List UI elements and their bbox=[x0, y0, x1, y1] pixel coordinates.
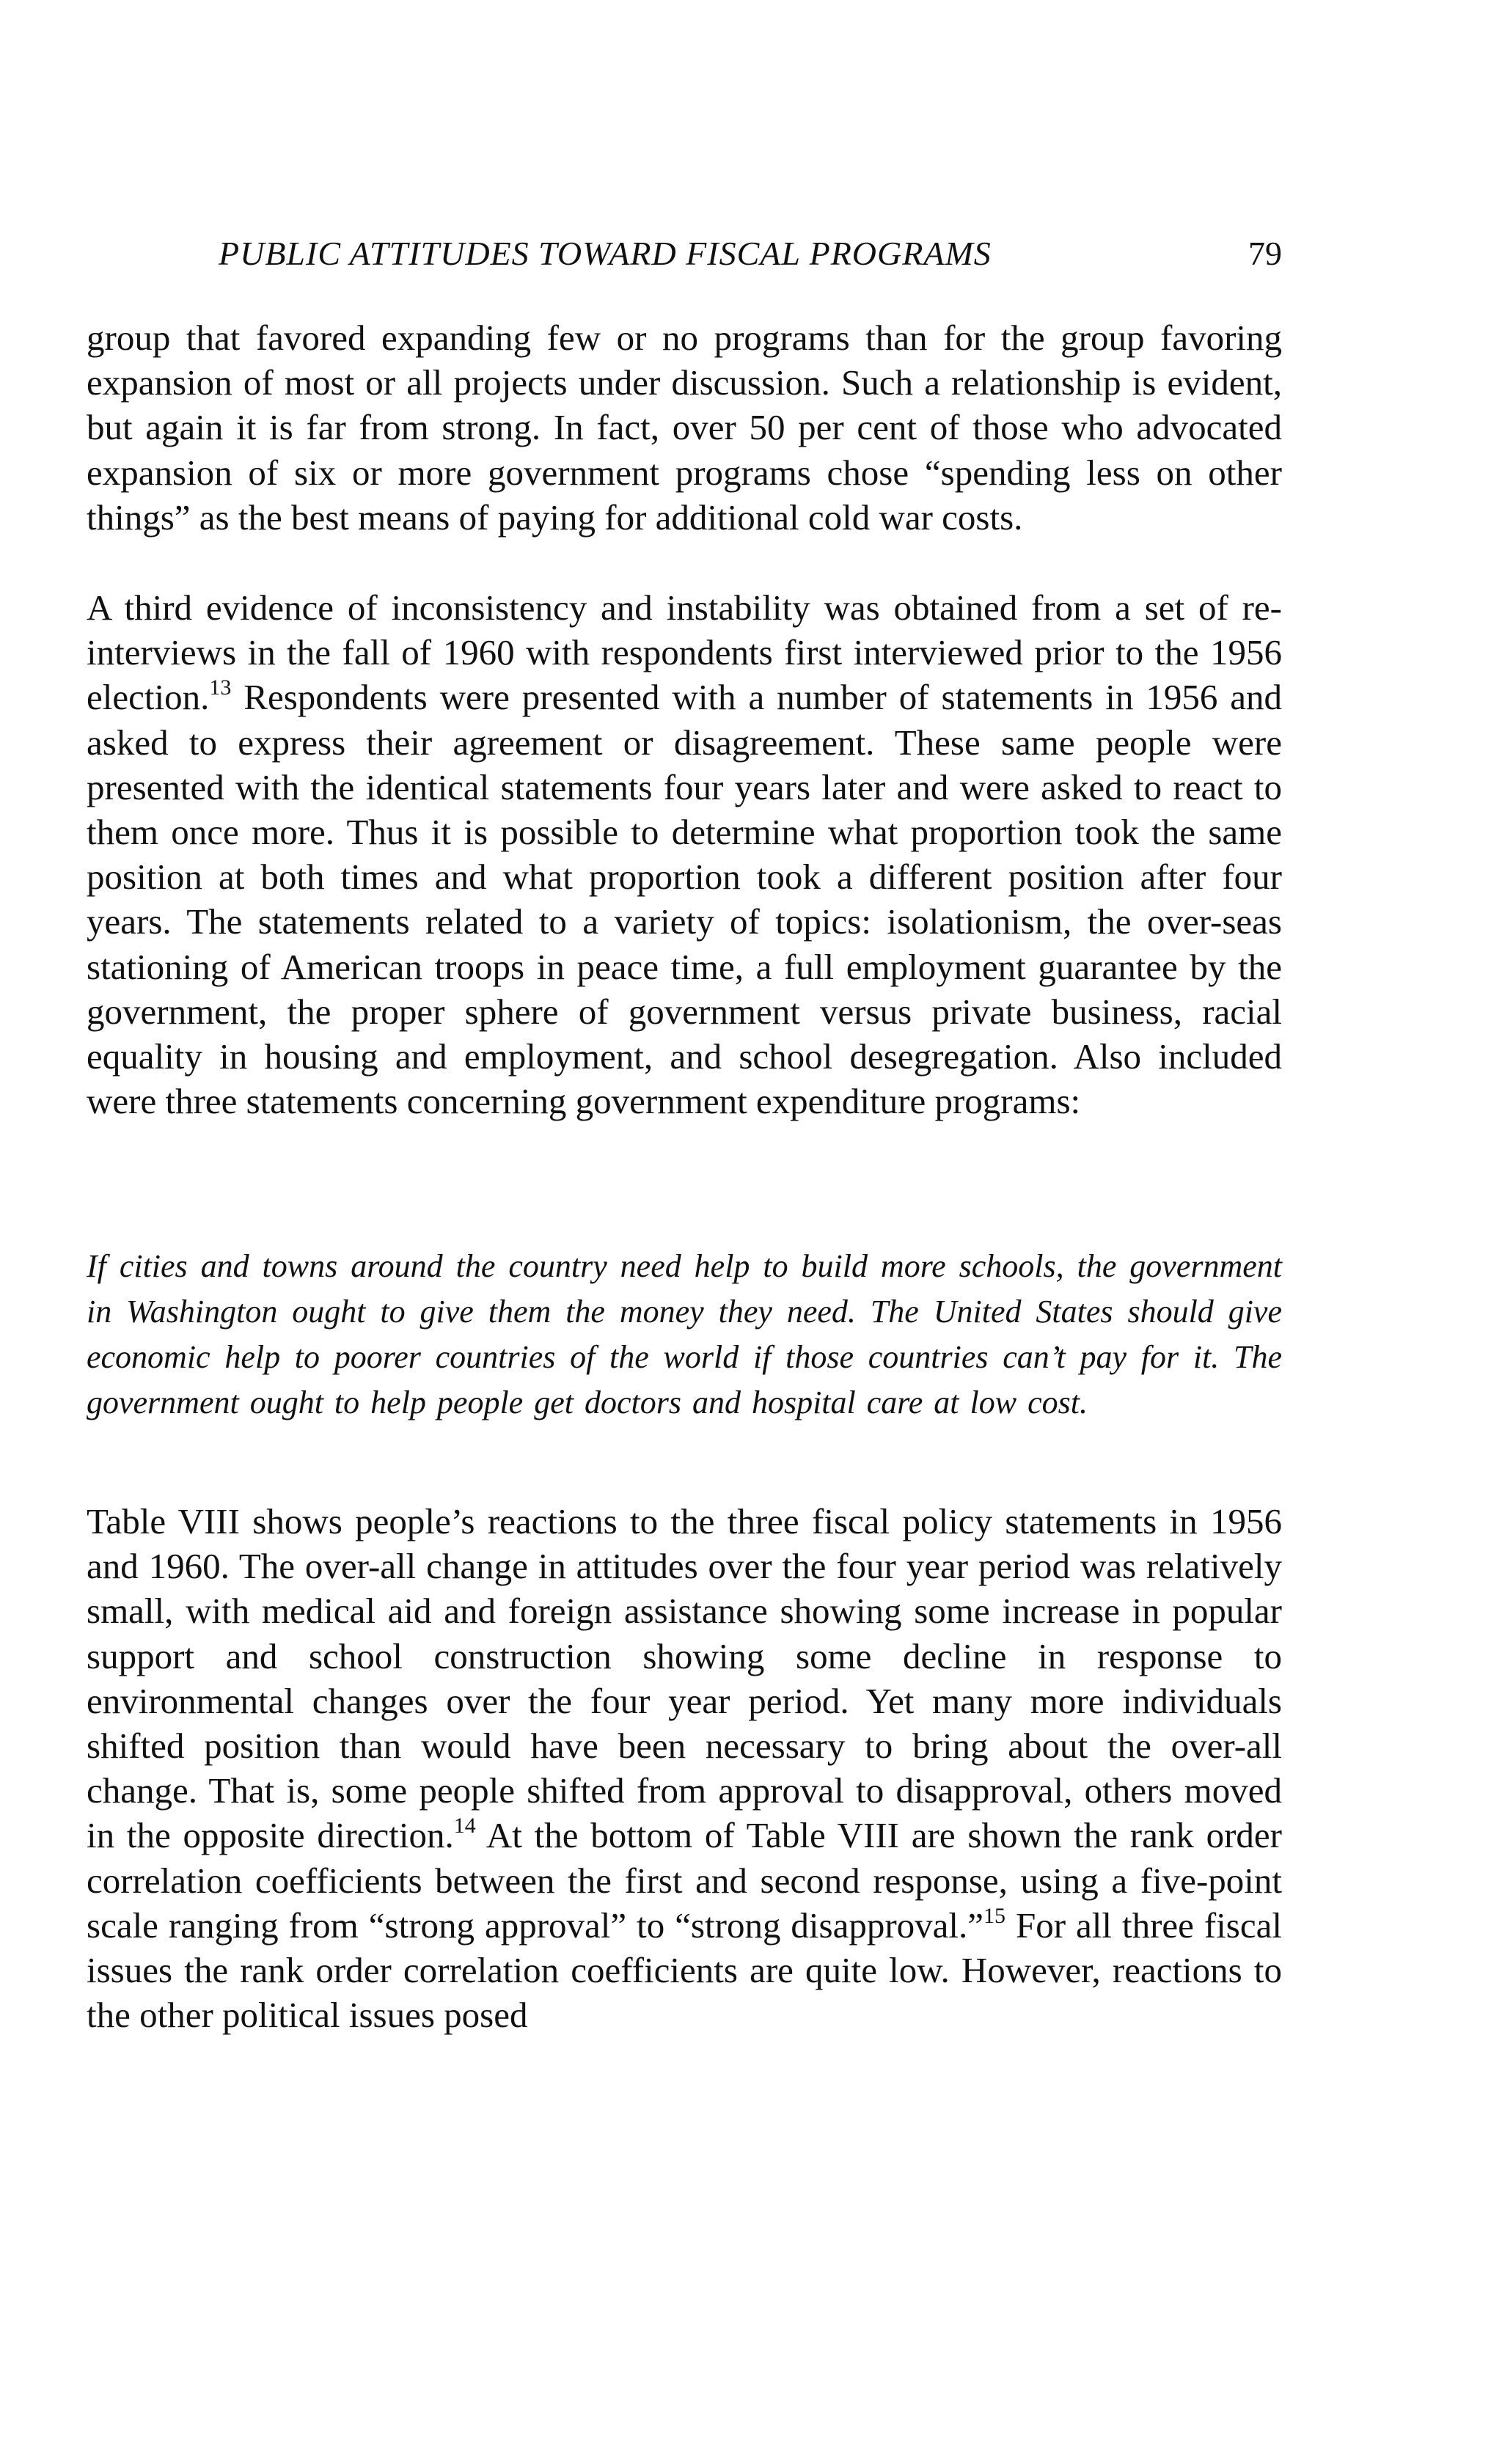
page-number: 79 bbox=[1248, 235, 1282, 272]
paragraph-2-part-1: A third evidence of inconsistency and instability was obtained from a set of re-interviews in the fall of 1960 with respondents first interviewed prior to the 1956 election. bbox=[87, 587, 1282, 718]
quoted-statements-text: If cities and towns around the country need help to build more schools, the government in Washington ought to give them the money they need. The United States should give economic help to poorer countries of the world if those countries can’t pay for it. The government ought to help people get doctors and hospital care at low cost. bbox=[87, 1248, 1282, 1420]
paragraph-2-part-2: Respondents were presented with a number of statements in 1956 and asked to express their agreement or disagreement. These same people were presented with the identical statements four years later and were asked to react to them once more. Thus it is possible to determine what proportion took the same position at both times and what proportion took a different position after four years. The statements related to a variety of topics: isolationism, the over-seas stationing of American troops in peace time, a full employment guarantee by the government, the proper sphere of government versus private business, racial equality in housing and employment, and school desegregation. Also included were three statements concerning government expenditure programs: bbox=[87, 677, 1282, 1122]
footnote-ref-15: 15 bbox=[983, 1903, 1006, 1928]
running-head-title: PUBLIC ATTITUDES TOWARD FISCAL PROGRAMS bbox=[219, 235, 992, 272]
paragraph-4-part-3: For all three fiscal issues the rank order correlation coefficients are quite low. However, reactions to the other political issues posed bbox=[87, 1904, 1282, 2036]
footnote-ref-14: 14 bbox=[453, 1814, 476, 1838]
paragraph-third-evidence bbox=[87, 585, 1282, 1123]
paragraph-table-viii bbox=[87, 1499, 1282, 2037]
paragraph-2-text bbox=[87, 585, 1282, 1123]
paragraph-4-part-2: At the bottom of Table VIII are shown the rank order correlation coefficients between the first and second response, using a five-point scale ranging from “strong approval” to “strong disapproval.” bbox=[87, 1815, 1282, 1946]
quoted-statements bbox=[87, 1244, 1282, 1426]
paragraph-4-part-1: Table VIII shows people’s reactions to the three fiscal policy statements in 1956 and 1960. The over-all change in attitudes over the four year period was relatively small, with medical aid and foreign assistance showing some increase in popular support and school construction showing some decline in response to environmental changes over the four year period. Yet many more individuals shifted position than would have been necessary to bring about the over-all change. That is, some people shifted from approval to disapproval, others moved in the opposite direction. bbox=[87, 1501, 1282, 1856]
paragraph-continuation bbox=[87, 315, 1282, 540]
paragraph-4-text bbox=[87, 1499, 1282, 2037]
footnote-ref-13: 13 bbox=[209, 675, 232, 700]
paragraph-1-text: group that favored expanding few or no programs than for the group favoring expansion of most or all projects under discussion. Such a relationship is evident, but again it is far from strong. In fact, over 50 per cent of those who advocated expansion of six or more government programs chose “spending less on other things” as the best means of paying for additional cold war costs. bbox=[87, 318, 1282, 538]
